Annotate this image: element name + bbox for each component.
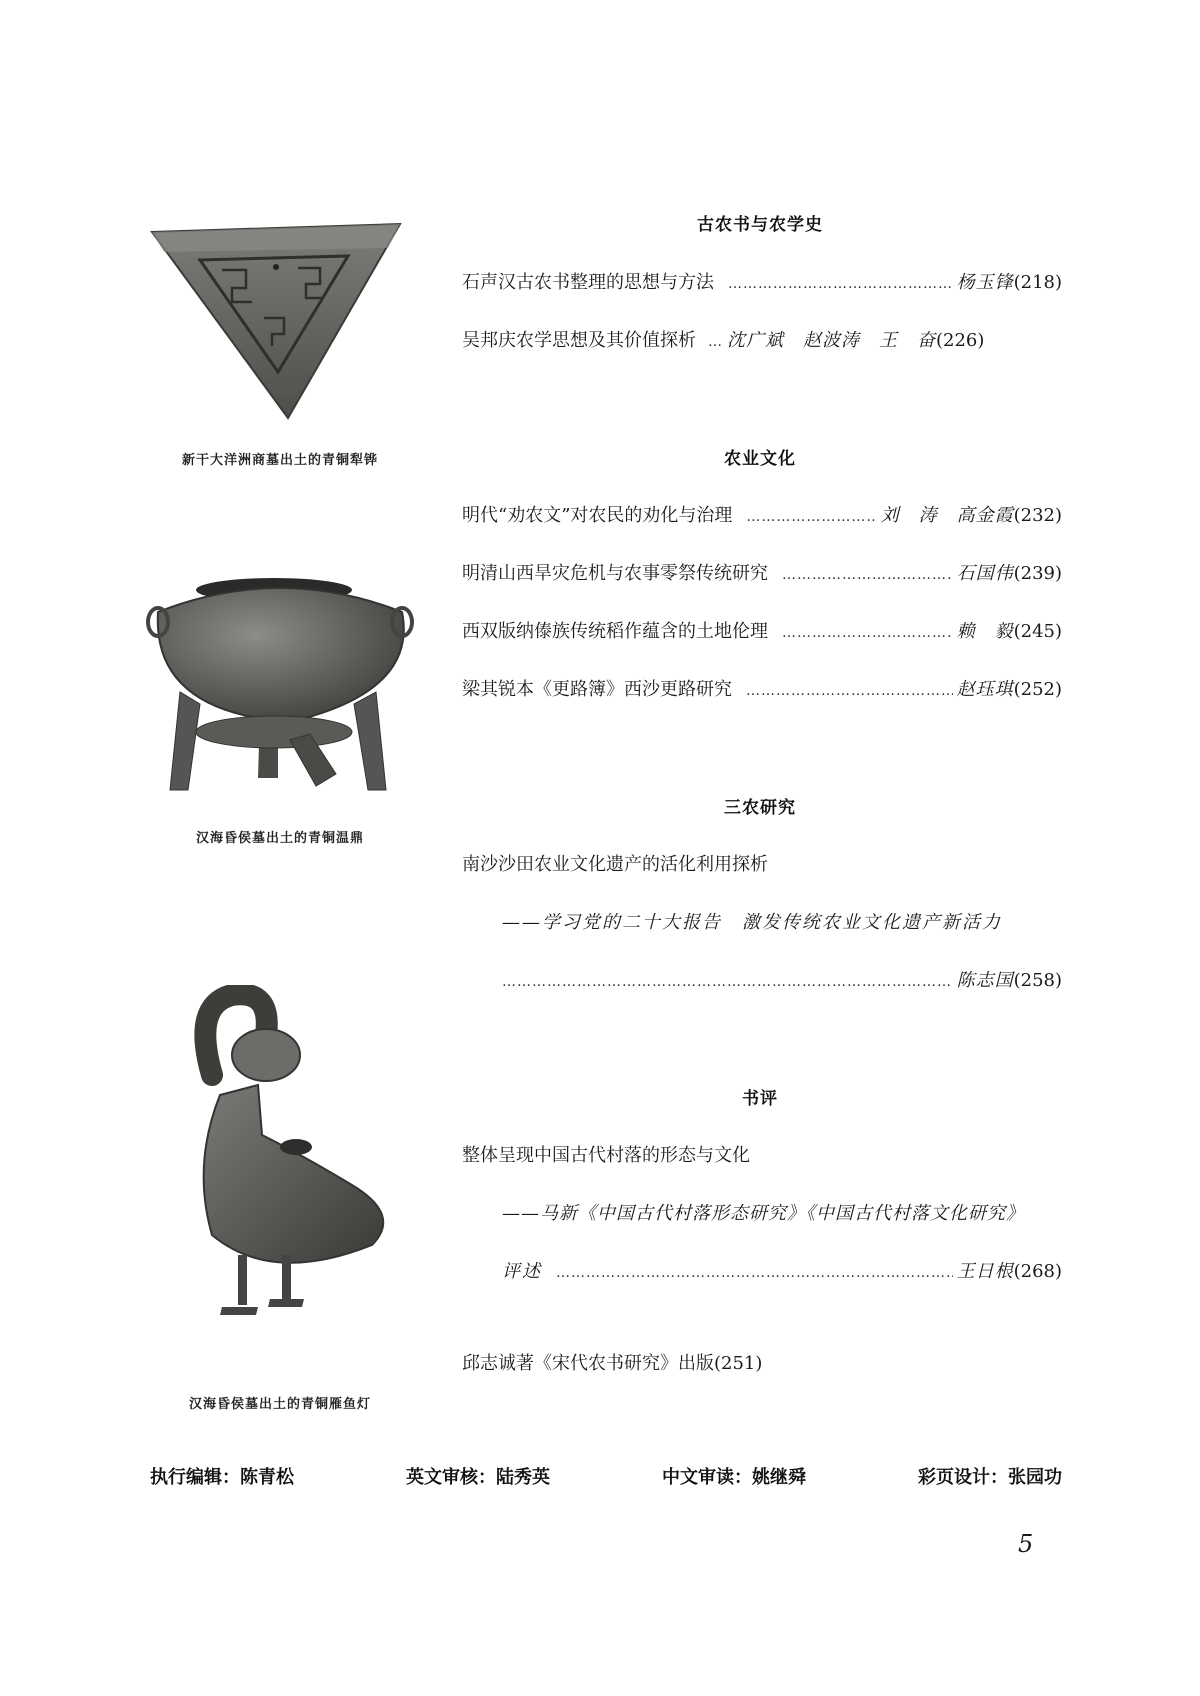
ding-caption: 汉海昏侯墓出土的青铜温鼎 [195,831,364,846]
toc-entry-title: 石声汉古农书整理的思想与方法 [462,272,714,293]
toc-entry-author: 陈志国 [956,970,1014,991]
toc-entry-title[interactable]: 整体呈现中国古代村落的形态与文化 [462,1145,750,1166]
publication-notice[interactable]: 邱志诚著《宋代农书研究》出版(251) [462,1353,763,1374]
ding-image [140,572,415,812]
page-number: 5 [1018,1530,1034,1558]
dot-leader [782,567,953,583]
dot-leader [708,334,723,350]
toc-entry-title: 西双版纳傣族传统稻作蕴含的土地伦理 [462,621,768,642]
dot-leader [782,625,953,641]
toc-entry[interactable] [462,617,1062,645]
toc-entry-title: 明代“劝农文”对农民的劝化与治理 [462,505,733,526]
toc-entry-author: 沈广斌 赵波涛 王 奋 [727,330,936,351]
toc-entry-subtitle-tail: 评述 [502,1261,542,1282]
toc-entry-page: (252) [1013,679,1062,700]
toc-entry-author: 赖 毅 [956,621,1014,642]
toc-entry-author: 杨玉锋 [956,272,1014,293]
credit-color-design: 彩页设计：张园功 [918,1467,1062,1488]
editorial-credits [150,1463,1062,1489]
dot-leader [746,509,876,525]
credit-executive-editor: 执行编辑：陈青松 [150,1467,294,1488]
toc-entry-author: 王日根 [956,1261,1014,1282]
toc-entry-subtitle: ——马新《中国古代村落形态研究》《中国古代村落文化研究》 [502,1203,1025,1224]
section-heading-book-review: 书评 [742,1089,778,1109]
toc-entry-page: (226) [936,330,985,351]
section-heading-three-rural: 三农研究 [724,798,796,818]
goose-lamp-image [162,985,422,1325]
section-heading-agri-culture: 农业文化 [724,449,796,469]
toc-entry-title[interactable]: 南沙沙田农业文化遗产的活化利用探析 [462,854,768,875]
toc-entry[interactable] [462,559,1062,587]
toc-entry-ref[interactable] [502,1257,1062,1285]
toc-entry-title: 梁其锐本《更路簿》西沙更路研究 [462,679,732,700]
dot-leader [746,683,953,699]
dot-leader [728,276,953,292]
plowshare-image [148,222,408,427]
plowshare-caption: 新干大洋洲商墓出土的青铜犁铧 [181,453,378,468]
toc-entry-author: 赵珏琪 [956,679,1014,700]
toc-entry[interactable] [462,268,1062,296]
section-heading-ancient-books: 古农书与农学史 [697,215,823,235]
toc-entry-title: 吴邦庆农学思想及其价值探析 [462,330,696,351]
toc-entry[interactable] [462,675,1062,703]
toc-entry-page: (258) [1013,970,1062,991]
toc-entry-page: (218) [1013,272,1062,293]
toc-entry-page: (239) [1013,563,1062,584]
toc-entry[interactable] [462,326,1062,354]
toc-entry-page: (268) [1013,1261,1062,1282]
toc-entry-author: 石国伟 [956,563,1014,584]
credit-chinese-review: 中文审读：姚继舜 [662,1467,806,1488]
toc-entry-title: 明清山西旱灾危机与农事零祭传统研究 [462,563,768,584]
goose-lamp-caption: 汉海昏侯墓出土的青铜雁鱼灯 [188,1397,371,1412]
credit-english-review: 英文审核：陆秀英 [406,1467,550,1488]
dot-leader [502,974,953,990]
toc-entry-page: (245) [1013,621,1062,642]
toc-entry-author: 刘 涛 高金霞 [880,505,1014,526]
dot-leader [556,1265,953,1281]
toc-entry[interactable] [462,501,1062,529]
toc-entry-page: (232) [1013,505,1062,526]
toc-entry-ref[interactable] [502,966,1062,994]
toc-entry-subtitle: ——学习党的二十大报告 激发传统农业文化遗产新活力 [502,912,1002,933]
